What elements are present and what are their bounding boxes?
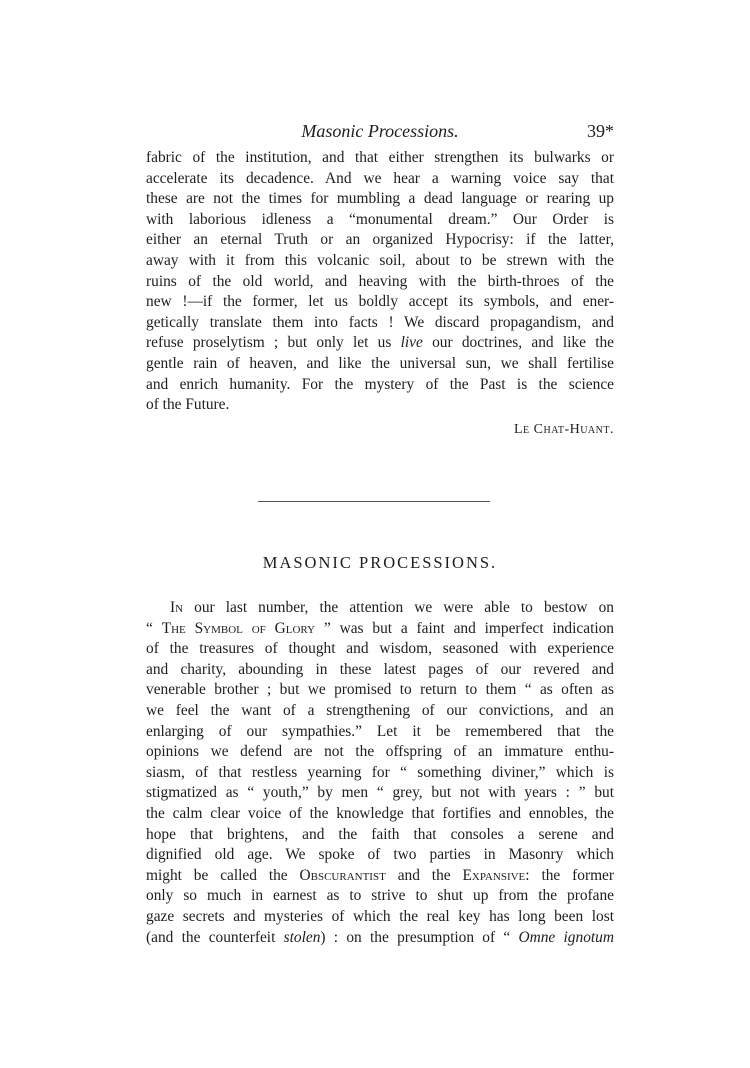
text-run: (and the counterfeit	[146, 928, 284, 946]
text-line	[146, 619, 614, 640]
text-line: getically translate them into facts ! We discard propagandism, and	[146, 313, 614, 331]
article-conclusion-paragraph	[146, 148, 614, 416]
text-line	[146, 598, 614, 619]
text-line: of the treasures of thought and wisdom, seasoned with experience	[146, 640, 614, 658]
small-caps-term: Obscurantist	[299, 866, 386, 884]
text-line: opinions we defend are not the offspring of an immature enthu-	[146, 743, 614, 761]
text-line	[146, 866, 614, 887]
text-line	[146, 928, 614, 949]
text-line: hope that brightens, and the faith that consoles a serene and	[146, 825, 614, 843]
text-line: venerable brother ; but we promised to return to them “ as often as	[146, 681, 614, 699]
section-title: MASONIC PROCESSIONS.	[262, 553, 498, 572]
text-run: “	[146, 619, 162, 637]
text-line	[146, 333, 614, 354]
text-line: stigmatized as “ youth,” by men “ grey, but not with years : ” but	[146, 784, 614, 802]
text-run: our last number, the attention we were able to bestow on	[183, 599, 614, 616]
text-line: gentle rain of heaven, and like the universal sun, we shall fertilise	[146, 354, 614, 372]
text-run: ) : on the presumption of “	[320, 928, 519, 946]
text-line: new !—if the former, let us boldly accept its symbols, and ener-	[146, 293, 614, 311]
text-run: might be called the	[146, 866, 300, 884]
text-line: siasm, of that restless yearning for “ something diviner,” which is	[146, 763, 614, 781]
small-caps-word: In	[170, 599, 184, 616]
text-line: of the Future.	[146, 396, 230, 414]
text-run: and the	[385, 866, 463, 884]
text-run: refuse proselytism ; but only let us	[146, 334, 401, 352]
text-line: fabric of the institution, and that either strengthen its bulwarks or	[146, 149, 614, 166]
italic-word: stolen	[283, 928, 321, 946]
text-line: accelerate its decadence. And we hear a warning voice say that	[146, 169, 614, 187]
book-title: The Symbol of Glory	[161, 619, 316, 637]
text-run: : the former	[525, 866, 614, 884]
text-line: either an eternal Truth or an organized Hypocrisy: if the latter,	[146, 231, 614, 249]
page-number: 39*	[587, 121, 614, 141]
running-head	[146, 121, 614, 145]
text-line: we feel the want of a strengthening of our convictions, and an	[146, 701, 614, 719]
text-run: our doctrines, and like the	[422, 334, 614, 352]
text-line: only so much in earnest as to strive to shut up from the profane	[146, 887, 614, 905]
text-line: dignified old age. We spoke of two parties in Masonry which	[146, 846, 614, 864]
text-line: gaze secrets and mysteries of which the real key has long been lost	[146, 907, 614, 925]
text-run: ” was but a faint and imperfect indication	[315, 619, 614, 637]
small-caps-term: Expansive	[462, 866, 526, 884]
section-divider	[258, 501, 490, 502]
text-line: with laborious idleness a “monumental dream.” Our Order is	[146, 210, 614, 228]
author-signature: Le Chat-Huant.	[514, 422, 614, 437]
text-line: away with it from this volcanic soil, about to be strewn with the	[146, 251, 614, 269]
text-line: the calm clear voice of the knowledge that fortifies and ennobles, the	[146, 804, 614, 822]
italic-phrase: Omne ignotum	[518, 928, 614, 946]
text-line: and enrich humanity. For the mystery of the Past is the science	[146, 375, 614, 393]
text-line: enlarging of our sympathies.” Let it be remembered that the	[146, 722, 614, 740]
article-body-paragraph	[146, 598, 614, 948]
text-line: and charity, abounding in these latest pages of our revered and	[146, 660, 614, 678]
italic-word: live	[400, 334, 423, 352]
text-line: these are not the times for mumbling a dead language or rearing up	[146, 190, 614, 208]
running-title: Masonic Processions.	[301, 121, 459, 141]
text-line: ruins of the old world, and heaving with the birth-throes of the	[146, 272, 614, 290]
